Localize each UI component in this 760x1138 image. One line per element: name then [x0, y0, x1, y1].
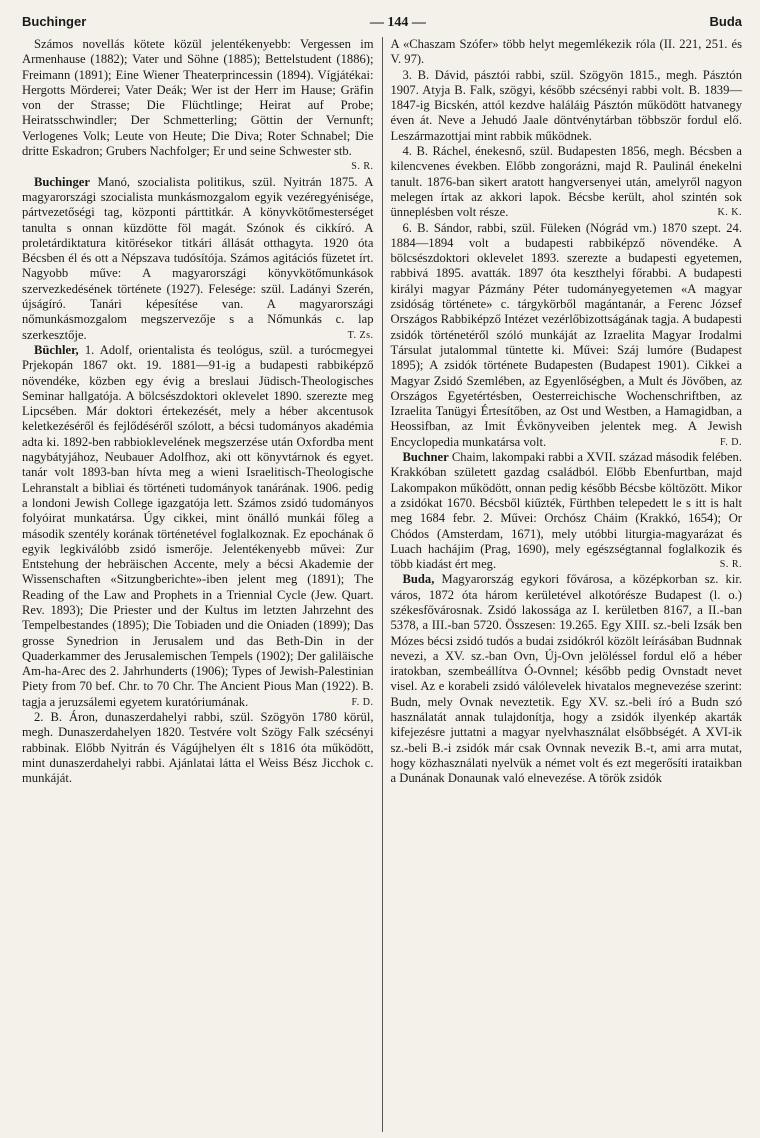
entry-text: 2. B. Áron, dunaszerdahelyi rabbi, szül. Szögyön 1780 körül, megh. Dunaszerdahelyen 1820. Testvére volt Szögy Falk szécsényi rabbinak. Előbb Nyitrán és Vágújhelyen élt s 1816 óta működött, mint dunaszerdahelyi rabbi. Ajánlatai látta el Weiss Bész Jicchok c. munkáját. [22, 710, 374, 786]
entry-paragraph [391, 144, 743, 220]
entry-text: 1. Adolf, orientalista és teológus, szül. a turócmegyei Prjekopán 1867 okt. 19. 1881—91-ig a budapesti rabbiképző növendéke, közben egy évig a breslaui Jüdisch-Theologisches Seminar hallgatója. A bölcsészdoktori oklevelet 1890. szerezte meg Lipcsében. Már doktori értekezését, mely a héber akcentusok keletkezéséről és fejlődéséről szólott, a bécsi tudományos akadémia adta ki. 1892-ben rabbioklevelének megszerzése után Oxfordba ment nagybátyjához, Neubauer Adolfhoz, aki ott könyvtárnok és egyet. tanár volt 1893-ban hívta meg a wieni Israelitisch-Theologische Lehranstalt a bibliai és történeti tudományok tanárának. 1906. pedig a londoni Jewish College igazgatója lett. Számos zsidó tudományos folyóirat munkatársa. Úgy cikkei, mint önálló munkái főleg a második szentély korának történetével foglalkoznak. Ez epochának ő egyik legkiválóbb zsidó ismerője. Jelentékenyebb művei: Zur Entstehung der hebräischen Accente, mely a bécsi Akademie der Wissenschaften «Sitzungberichte»-iben jelent meg (1891); The Reading of the Law and Prophets in a Triennial Cycle (Jew. Quart. Rev. 1893); Die Priester und der Kultus im letzten Jahrzehnt des Tempelbestandes (1895); Die Tobiaden und die Oniaden (1899); Das grosse Synedrion in Jerusalem und das Beth-Din in der Quaderkammer des Jerusalemischen Tempels (1902); Der galiläische Am-ha-Arec des 2. Jahrhunderts (1906); Types of Jewish-Palestinian Piety from 70 bef. Chr. to 70 Chr. The Ancient Pious Man (1922). B. tagja a jeruzsálemi egyetem kuratóriumának. [22, 342, 374, 709]
author-signature: S. R. [351, 161, 374, 173]
entry-text: 6. B. Sándor, rabbi, szül. Füleken (Nógrád vm.) 1870 szept. 24. 1884—1894 volt a budapesti rabbiképző növendéke. A bölcsészdoktori oklevelet 1893. szerezte a budapesti egyetemen, rabbivá 1895. avatták. 1897 óta keszthelyi főrabbi. A budapesti királyi magyar Pázmány Péter tudományegyetemen «A magyar zsidóság története» c. tárgykörből magántanár, a Ferenc József Országos Rabbiképző Intézet vezérlőbizottságának tagja. A budapesti zsidók történetéről szóló munkáját az Izraelita Magyar Irodalmi Társulat jutalommal tüntette ki. Művei: Száj lumóre (Budapest 1895); A zsidók története Budapesten (Budapest 1901). Cikkei a Magyar Zsidó Szemlében, az Egyenlőségben, a Mult és Jövőben, az Országos Egyetértésben, Oesterreichische Wochenschriftben, az Izraelita Tanügyi Értesítőben, az Ost und Westben, a Hamagidban, a Heossifban, az Imit Évkönyveiben jelentek meg. A Jewish Encyclopedia munkatársa volt. [390, 220, 742, 449]
entry-headword: Büchler, [34, 342, 79, 357]
header-right: Buda [709, 14, 742, 29]
entry-paragraph [22, 175, 374, 343]
author-signature: F. D. [351, 696, 374, 708]
entry-text: Manó, szocialista politikus, szül. Nyitrán 1875. A magyarországi szocialista munkásmozgalom egyik vezéregyénisége, pártvezetőségi tag, központi párttitkár. A könyvkötőmesterséget tanulta s onnan küzdötte föl magát. Szónok és cikkíró. A proletárdiktatura kitörésekor titkári állását otthagyta. 1920 óta Bécsben él és ott a Népszava tudósítója. Számos agitációs füzetet írt. Nagyobb műve: A magyarországi könyvkötőmunkások szervezkedésének története (1927). Felesége: szül. Ladányi Szerén, újságíró. Tanári képesítése van. A magyarországi nőmunkásmozgalom megszervezője s a Nőmunkás c. lap szerkesztője. [22, 174, 374, 342]
author-signature: S. R. [719, 559, 742, 571]
entry-headword: Buchinger [34, 174, 90, 189]
left-column [22, 37, 383, 1132]
entry-headword: Buda, [402, 572, 435, 587]
entry-headword: Buchner [402, 450, 449, 465]
author-signature: F. D. [720, 436, 742, 448]
entry-paragraph [22, 710, 374, 786]
entry-text: 3. B. Dávid, pásztói rabbi, szül. Szögyön 1815., megh. Pásztón 1907. Atyja B. Falk, szögyi, később szécsényi rabbi volt. B. 1839—1847-ig Bicskén, attól kezdve haláláig Pásztón működött hatvanegy éven át. Neve a Jehudó Jaale döntvénytárban többször fordul elő. Leszármazottjai mint rabbik működnek. [390, 67, 742, 143]
entry-paragraph [391, 572, 743, 786]
entry-paragraph [391, 450, 743, 572]
entry-text: Magyarország egykori fővárosa, a középkorban sz. kir. város, 1872 óta három kerületével alkotórésze Budapest (l. o.) székesfővárosnak. Zsidó lakossága az I. kerületben 8167, a II.-ban 5378, a III.-ban 5720. Összesen: 19.265. Egy XIII. sz.-beli Izsák ben Mózes bécsi zsidó tudós a budai zsidókról közölt leírásában Budnnak nevezi, a XV. sz.-ban Ovn, Új-Ovn jelöléssel fordul elő a héber iratokban, szembeállítva Ó-Ovnnel; később pedig Ovnstadt nevet visel. Az e korabeli zsidó válólevelek hivatalos megnevezése szerint: Budn, mely Ovnak neveztetik. Egy XV. sz.-beli író a Budn szó használatát annak tulajdonítja, hogy a zsidók ilyenkép akarták kifejezésre juttatni a magyar nyelvhasználat elsőbbségét. A XVI-ik sz.-beli B.-i zsidók már csak Ovnnak nevezik B.-t, ami arra mutat, hogy közhasználati nyelvük a német volt és ezt megerősíti irataikban a Dunának Donaunak való elnevezése. A török zsidók [390, 572, 742, 786]
entry-text: Chaim, lakompaki rabbi a XVII. század második felében. Krakkóban született gazdag családból. Előbb Ebenfurtban, majd Lakompakon működött, onnan pedig később Bécsbe költözött. Mikor a zsidókat 1670. Bécsből kiűzték, Fürthben telepedett le s itt is halt meg 1684 febr. 2. Művei: Orchósz Cháim (Krakkó, 1654); Or Chódos (Amsterdam, 1671), mely utóbbi liturgia-magyarázat és Luach hachájim (Prag, 1690), mely egészségtannal foglalkozik és több kiadást ért meg. [390, 450, 742, 572]
right-column [383, 37, 743, 1132]
author-signature: T. Zs. [347, 329, 374, 341]
header-left: Buchinger [22, 14, 87, 29]
entry-paragraph [22, 343, 374, 710]
entry-text: A «Chaszam Szófer» több helyt megemlékezik róla (II. 221, 251. és V. 97). [390, 37, 742, 67]
entry-paragraph [22, 37, 374, 175]
text-columns [22, 37, 742, 1132]
author-signature: K. K. [717, 207, 742, 219]
running-header [22, 14, 742, 37]
entry-text: Számos novellás kötete közül jelentékenyebb: Vergessen im Armenhause (1882); Vater und Söhne (1885); Bettelstudent (1886); Freimann (1891); Eine Wiener Theaterprincessin (1894). Vígjátékai: Hergotts Mörderei; Vater Deák; Wer ist der Herr im Hause; Gräfin von der Strasse; Die Flüchtlinge; Heirat auf Probe; Heiratsschwindler; Der Schmetterling; Göttin der Vernunft; Verlogenes Volk; Leute von Heute; Die Diva; Roter Schnabel; Die dritte Eskadron; Grubers Nachfolger; Er und seine Schwester stb. [22, 37, 374, 159]
entry-paragraph [391, 68, 743, 144]
entry-text: 4. B. Ráchel, énekesnő, szül. Budapesten 1856, megh. Bécsben a kilencvenes években. Előbb zongorázni, majd R. Paulinál énekelni tanult. 1876-ban sikert aratott hangversenyei után, amelyről nagyon melegen írtak az akkori lapok. Bécsbe került, ahol szintén sok ünneplésben volt része. [390, 144, 742, 220]
entry-paragraph [391, 37, 743, 68]
page-number: — 144 — [369, 15, 426, 30]
entry-paragraph [391, 221, 743, 450]
